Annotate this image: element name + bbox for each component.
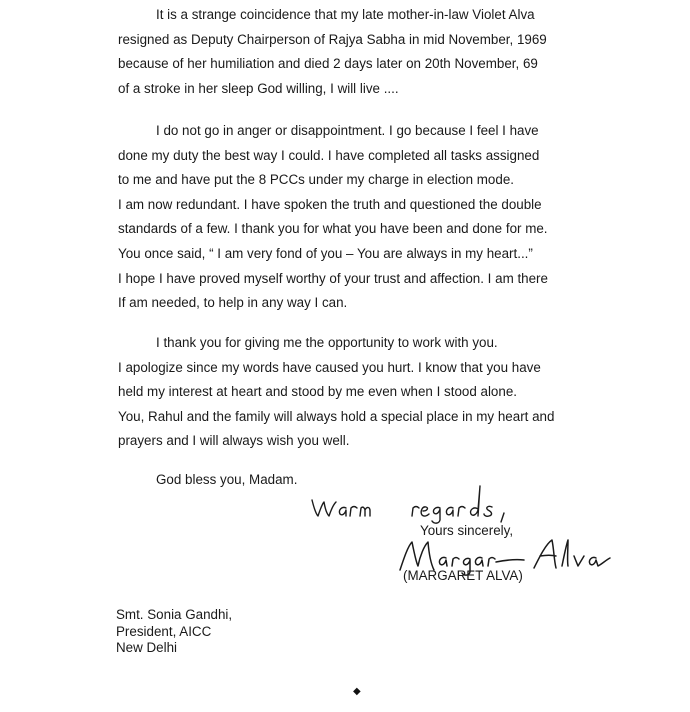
recipient-title: President, AICC: [116, 623, 212, 639]
printed-name: (MARGARET ALVA): [403, 568, 523, 583]
paragraph-line: I apologize since my words have caused you hurt. I know that you have: [118, 359, 541, 375]
paragraph-line: of a stroke in her sleep God willing, I will live ....: [118, 80, 399, 96]
closing-line: God bless you, Madam.: [156, 472, 298, 487]
paragraph-line: done my duty the best way I could. I have completed all tasks assigned: [118, 147, 540, 163]
recipient-place: New Delhi: [116, 640, 178, 656]
recipient-name: Smt. Sonia Gandhi,: [116, 607, 233, 622]
paragraph-line: You, Rahul and the family will always hold a special place in my heart and: [118, 408, 555, 424]
footer-diamond-icon: ◆: [353, 686, 361, 697]
paragraph-line: It is a strange coincidence that my late mother-in-law Violet Alva: [156, 7, 535, 22]
paragraph-line: to me and have put the 8 PCCs under my charge in election mode.: [118, 172, 514, 188]
paragraph-2: [118, 119, 578, 316]
paragraph-line: I do not go in anger or disappointment. I go because I feel I have: [156, 123, 539, 138]
paragraph-line: held my interest at heart and stood by me even when I stood alone.: [118, 384, 517, 400]
paragraph-line: I thank you for giving me the opportunity to work with you.: [156, 335, 498, 350]
paragraph-line: I am now redundant. I have spoken the truth and questioned the double: [118, 196, 542, 212]
recipient-address: [116, 607, 232, 657]
paragraph-3: [118, 331, 578, 454]
paragraph-line: resigned as Deputy Chairperson of Rajya Sabha in mid November, 1969: [118, 31, 547, 47]
handwritten-regards: [308, 478, 558, 526]
paragraph-line: standards of a few. I thank you for what you have been and done for me.: [118, 221, 548, 237]
paragraph-line: because of her humiliation and died 2 days later on 20th November, 69: [118, 56, 538, 72]
paragraph-line: If am needed, to help in any way I can.: [118, 295, 348, 311]
paragraph-line: I hope I have proved myself worthy of your trust and affection. I am there: [118, 270, 548, 286]
paragraph-1: [118, 3, 578, 101]
paragraph-line: You once said, “ I am very fond of you – You are always in my heart...”: [118, 245, 533, 261]
yours-sincerely: Yours sincerely,: [420, 523, 514, 538]
paragraph-line: prayers and I will always wish you well.: [118, 433, 350, 449]
